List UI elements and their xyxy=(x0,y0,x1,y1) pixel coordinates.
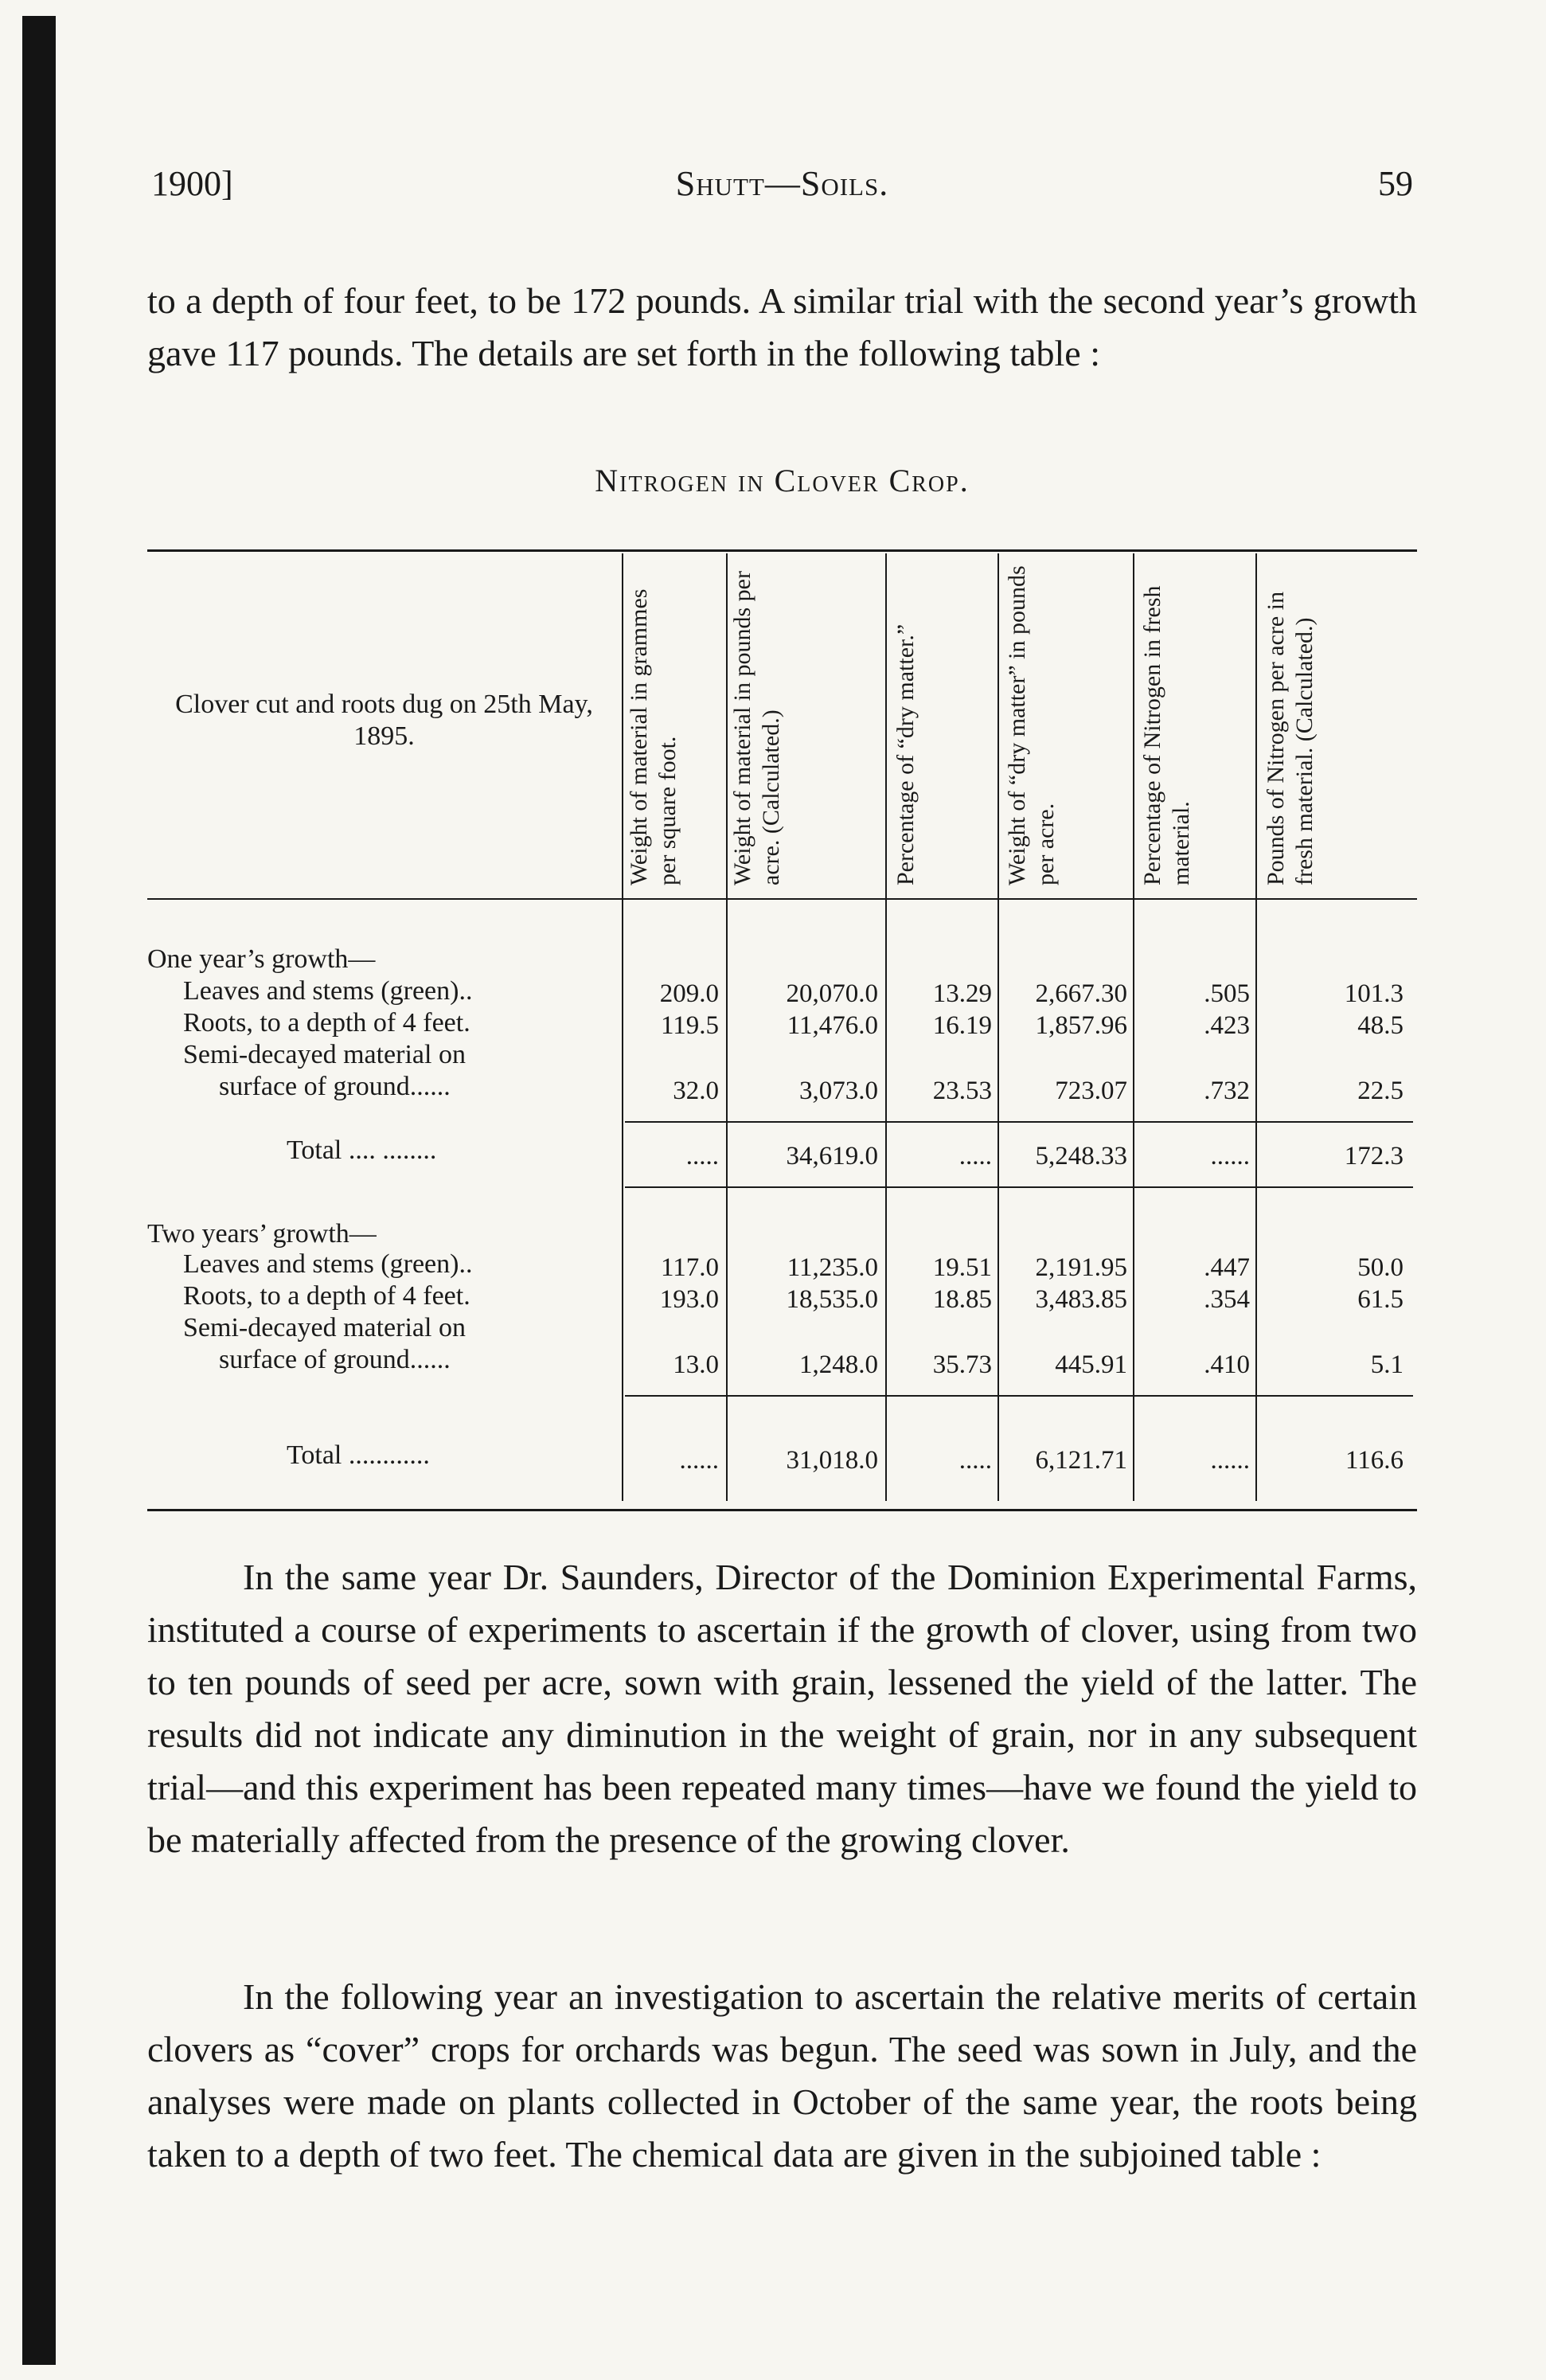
table-cell: 193.0 xyxy=(659,1285,719,1314)
row-label: Leaves and stems (green).. xyxy=(183,1249,473,1279)
total-separator xyxy=(625,1121,1413,1123)
table-cell: .410 xyxy=(1204,1350,1250,1379)
row-label-continued: surface of ground...... xyxy=(219,1072,451,1101)
body-paragraph: In the same year Dr. Saunders, Director of the Dominion Experimental Farms, instituted a course of experiments to ascertain if the growth of clover, using from two to ten pounds of seed per acre, sown with grain, lessened the yield of the latter. The results did not indicate any diminution in the weight of grain, nor in any subsequent trial—and this experiment has been repeated many times—have we found the yield to be materially affected from the presence of the growing clover. xyxy=(147,1557,1417,1860)
table-cell: 172.3 xyxy=(1344,1142,1404,1170)
table-cell: 22.5 xyxy=(1357,1077,1404,1105)
table-cell: .423 xyxy=(1204,1011,1250,1040)
table-cell: 119.5 xyxy=(660,1011,719,1040)
row-label-continued: surface of ground...... xyxy=(219,1345,451,1374)
column-header-3: Percentage of “dry matter.” xyxy=(892,623,919,885)
table-cell: .732 xyxy=(1204,1077,1250,1105)
table-cell: 20,070.0 xyxy=(786,979,878,1008)
table-cell: 209.0 xyxy=(659,979,719,1008)
column-header-1: Weight of material in grammes per square foot. xyxy=(626,588,681,885)
table-caption: Nitrogen in Clover Crop. xyxy=(595,463,970,498)
column-header-5: Percentage of Nitrogen in fresh material. xyxy=(1139,585,1194,885)
total-separator xyxy=(625,1395,1413,1397)
table-cell: 19.51 xyxy=(932,1253,992,1282)
row-label: Semi-decayed material on xyxy=(183,1313,466,1342)
running-head xyxy=(151,163,1413,227)
table-cell: 116.6 xyxy=(1345,1446,1404,1475)
table-cell: 5.1 xyxy=(1370,1350,1404,1379)
table-cell: ..... xyxy=(958,1446,992,1475)
table-bottom-rule xyxy=(147,1509,1417,1511)
total-separator xyxy=(625,1186,1413,1188)
table-cell: 445.91 xyxy=(1055,1350,1127,1379)
table-cell: 3,483.85 xyxy=(1035,1285,1127,1314)
row-label: Semi-decayed material on xyxy=(183,1040,466,1069)
table-cell: 13.0 xyxy=(673,1350,719,1379)
table-cell: 101.3 xyxy=(1344,979,1404,1008)
table-cell: 18.85 xyxy=(932,1285,992,1314)
column-header-2: Weight of material in pounds per acre. (Calculated.) xyxy=(729,571,784,885)
table-cell: 13.29 xyxy=(932,979,992,1008)
table-cell: .447 xyxy=(1204,1253,1250,1282)
table-cell: 2,667.30 xyxy=(1035,979,1127,1008)
table-cell: 11,476.0 xyxy=(787,1011,878,1040)
table-cell: 50.0 xyxy=(1357,1253,1404,1282)
table-cell: ..... xyxy=(685,1142,719,1170)
book-spine-shadow xyxy=(22,16,56,2365)
stub-header: Clover cut and roots dug on 25th May, 1895. xyxy=(175,690,593,751)
table-cell: 61.5 xyxy=(1357,1285,1404,1314)
table-cell: 18,535.0 xyxy=(786,1285,878,1314)
table-cell: 16.19 xyxy=(932,1011,992,1040)
total-label: Total ............ xyxy=(287,1440,430,1470)
table-cell: 11,235.0 xyxy=(787,1253,878,1282)
nitrogen-table xyxy=(147,549,1417,1521)
intro-paragraph: to a depth of four feet, to be 172 pounds. A similar trial with the second year’s growth gave 117 pounds. The details are set forth in the following table : xyxy=(147,280,1417,373)
total-label: Total .... ........ xyxy=(287,1135,437,1165)
table-cell: 32.0 xyxy=(673,1077,719,1105)
table-cell: .505 xyxy=(1204,979,1250,1008)
page-number: 59 xyxy=(1378,164,1413,203)
table-cell: 723.07 xyxy=(1055,1077,1127,1105)
table-cell: 34,619.0 xyxy=(786,1142,878,1170)
table-cell: 2,191.95 xyxy=(1035,1253,1127,1282)
row-label: Leaves and stems (green).. xyxy=(183,976,473,1006)
row-label: Roots, to a depth of 4 feet. xyxy=(183,1008,470,1038)
table-cell: 48.5 xyxy=(1357,1011,1404,1040)
running-head-year: 1900] xyxy=(151,164,233,203)
table-cell: ...... xyxy=(1210,1446,1250,1475)
table-cell: 3,073.0 xyxy=(799,1077,878,1105)
group-label: One year’s growth— xyxy=(147,944,376,974)
table-cell: 117.0 xyxy=(660,1253,719,1282)
table-cell: 5,248.33 xyxy=(1035,1142,1127,1170)
table-cell: 35.73 xyxy=(932,1350,992,1379)
table-cell: ..... xyxy=(958,1142,992,1170)
column-header-4: Weight of “dry matter” in pounds per acre. xyxy=(1004,565,1059,885)
table-cell: .354 xyxy=(1204,1285,1250,1314)
body-paragraph: In the following year an investigation to ascertain the relative merits of certain clovers as “cover” crops for orchards was begun. The seed was sown in July, and the analyses were made on plants collected in October of the same year, the roots being taken to a depth of two feet. The chemical data are given in the subjoined table : xyxy=(147,1976,1417,2175)
table-cell: 1,248.0 xyxy=(799,1350,878,1379)
table-cell: 31,018.0 xyxy=(786,1446,878,1475)
table-cell: ...... xyxy=(679,1446,719,1475)
running-head-title: Shutt—Soils. xyxy=(675,164,889,203)
row-label: Roots, to a depth of 4 feet. xyxy=(183,1281,470,1311)
table-cell: 1,857.96 xyxy=(1035,1011,1127,1040)
column-header-6: Pounds of Nitrogen per acre in fresh material. (Calculated.) xyxy=(1263,591,1318,885)
table-cell: 23.53 xyxy=(932,1077,992,1105)
table-top-rule xyxy=(147,549,1417,552)
table-header-rule xyxy=(147,898,1417,900)
table-cell: 6,121.71 xyxy=(1035,1446,1127,1475)
table-cell: ...... xyxy=(1210,1142,1250,1170)
group-label: Two years’ growth— xyxy=(147,1219,377,1249)
